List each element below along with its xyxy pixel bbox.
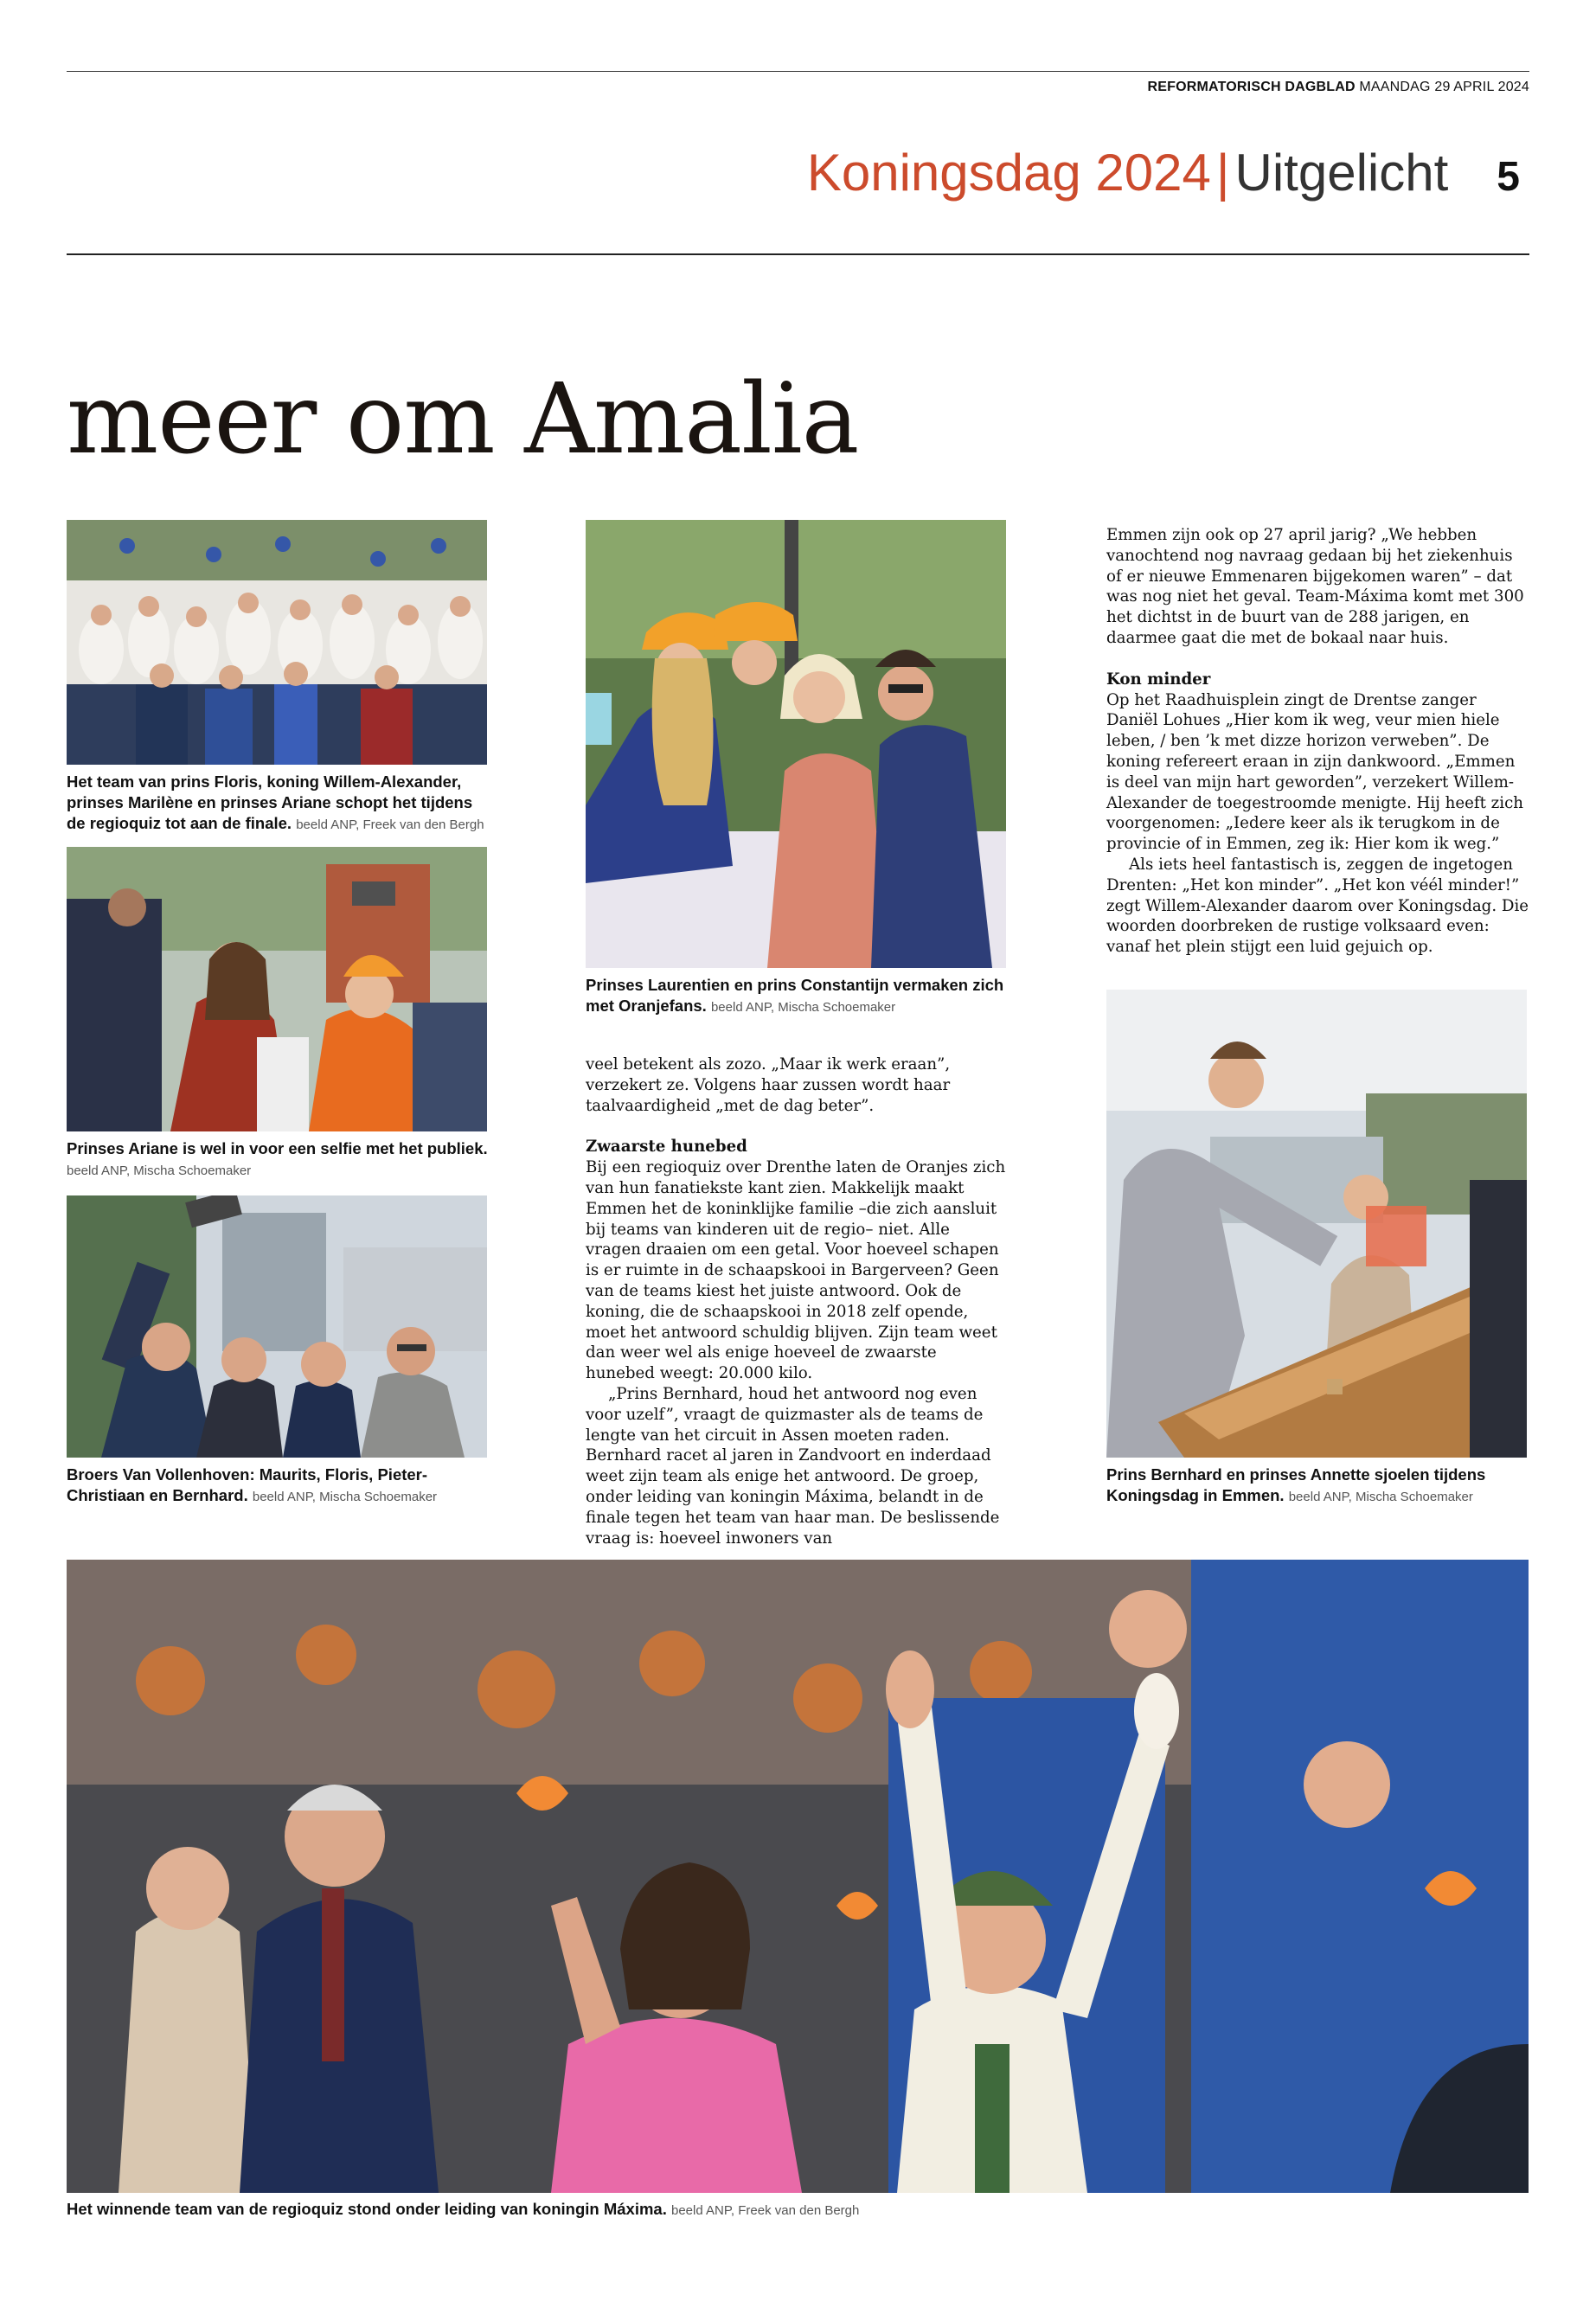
photo-vollenhoven-brothers: [67, 1195, 487, 1458]
section-divider: |: [1215, 144, 1230, 202]
photo-sjoelen: [1106, 990, 1527, 1458]
caption-text: Prinses Laurentien en prins Constantijn vermaken zich met Oranjefans.: [586, 976, 1004, 1015]
photo-laurentien-constantijn: [586, 520, 1006, 968]
photo-credit: beeld ANP, Freek van den Bergh: [296, 817, 484, 832]
photo-maxima-winning-team: [67, 1560, 1529, 2193]
section-title: Koningsdag 2024: [806, 144, 1211, 202]
photo-credit: beeld ANP, Freek van den Bergh: [670, 2203, 860, 2218]
section-subtitle: Uitgelicht: [1234, 144, 1449, 202]
issue-date: MAANDAG 29 APRIL 2024: [1359, 80, 1529, 94]
photo-credit: beeld ANP, Mischa Schoemaker: [252, 1490, 438, 1504]
caption-maxima-winning-team: [67, 2199, 1529, 2221]
caption-text: Broers Van Vollenhoven: Maurits, Floris, Pieter-Christiaan en Bernhard.: [67, 1465, 428, 1504]
subheading: Kon minder: [1106, 670, 1211, 689]
header-rule: [67, 253, 1529, 255]
masthead: [1148, 80, 1530, 95]
caption-text: Het winnende team van de regioquiz stond onder leiding van koningin Máxima.: [67, 2200, 667, 2218]
paragraph: Als iets heel fantastisch is, zeggen de ingetogen Drenten: „Het kon minder”. „Het kon véél minder!” zegt Willem-Alexander daarom over Koningsdag. Die woorden doorbreken de rustige volksaard even: vanaf het plein stijgt een luid gejuich op.: [1106, 855, 1529, 957]
caption-text: Het team van prins Floris, koning Willem-Alexander, prinses Marilène en prinses Ariane schopt het tijdens de regioquiz tot aan de finale.: [67, 772, 473, 832]
newspaper-name: REFORMATORISCH DAGBLAD: [1147, 80, 1356, 94]
section-header: [807, 143, 1520, 212]
top-rule: [67, 71, 1529, 72]
paragraph: „Prins Bernhard, houd het antwoord nog even voor uzelf”, vraagt de quizmaster als de teams de lengte van het circuit in Assen moeten raden. Bernhard racet al jaren in Zandvoort en inderdaad weet zijn team als enige het antwoord. De groep, onder leiding van koningin Máxima, belandt in de finale tegen het team van haar man. De beslissende vraag is: hoeveel inwoners van: [586, 1384, 1000, 1548]
subheading: Zwaarste hunebed: [586, 1138, 747, 1157]
caption-quiz-team: [67, 772, 490, 836]
article-column-3: [1106, 525, 1530, 958]
photo-ariane-selfie: [67, 847, 487, 1131]
caption-text: Prins Bernhard en prinses Annette sjoelen tijdens Koningsdag in Emmen.: [1106, 1465, 1486, 1504]
article-column-2: [586, 1054, 1010, 1548]
caption-sjoelen: [1106, 1465, 1530, 1508]
page-number: 5: [1497, 154, 1520, 200]
caption-ariane-selfie: [67, 1138, 490, 1182]
paragraph: Emmen zijn ook op 27 april jarig? „We hebben vanochtend nog navraag gedaan bij het ziekenhuis of er nieuwe Emmenaren bijgekomen waren” – dat was nog niet het geval. Team-Máxima komt met 300 het dichtst in de buurt van de 288 jarigen, en daarmee gaat die met de bokaal naar huis.: [1106, 526, 1524, 647]
photo-credit: beeld ANP, Mischa Schoemaker: [67, 1163, 252, 1178]
headline: meer om Amalia: [67, 363, 859, 476]
photo-credit: beeld ANP, Mischa Schoemaker: [710, 1000, 896, 1015]
photo-credit: beeld ANP, Mischa Schoemaker: [1288, 1490, 1473, 1504]
paragraph: Op het Raadhuisplein zingt de Drentse zanger Daniël Lohues „Hier kom ik weg, veur mien hiele leben, / ben ’k met dizze horizon verweben”. De koning refereert eraan in zijn dankwoord. „Emmen is deel van mijn hart geworden”, verzekert Willem-Alexander de toegestroomde menigte. Hij heeft zich voorgenomen: „Iedere keer als ik terugkom in de provincie of in Emmen, zeg ik: Hier kom ik weg.”: [1106, 690, 1523, 854]
caption-laurentien-constantijn: [586, 975, 1010, 1018]
paragraph: Bij een regioquiz over Drenthe laten de Oranjes zich van hun fanatiekste kant zien. Makkelijk maakt Emmen het de koninklijke familie –die zich aansluit bij teams van kinderen uit de regio– niet. Alle vragen draaien om een getal. Voor hoeveel schapen is er ruimte in de schaapskooi in Bargerveen? Geen van de teams kiest het juiste antwoord. Ook de koning, die de schaapskooi in 2018 zelf opende, moet het antwoord schuldig blijven. Zijn team weet dan weer wel als enige hoeveel de zwaarste hunebed weegt: 20.000 kilo.: [586, 1158, 1006, 1383]
paragraph: veel betekent als zozo. „Maar ik werk eraan”, verzekert ze. Volgens haar zussen wordt haar taalvaardigheid „met de dag beter”.: [586, 1055, 951, 1115]
caption-text: Prinses Ariane is wel in voor een selfie met het publiek.: [67, 1139, 488, 1157]
caption-vollenhoven-brothers: [67, 1465, 490, 1508]
photo-quiz-team: [67, 520, 487, 765]
